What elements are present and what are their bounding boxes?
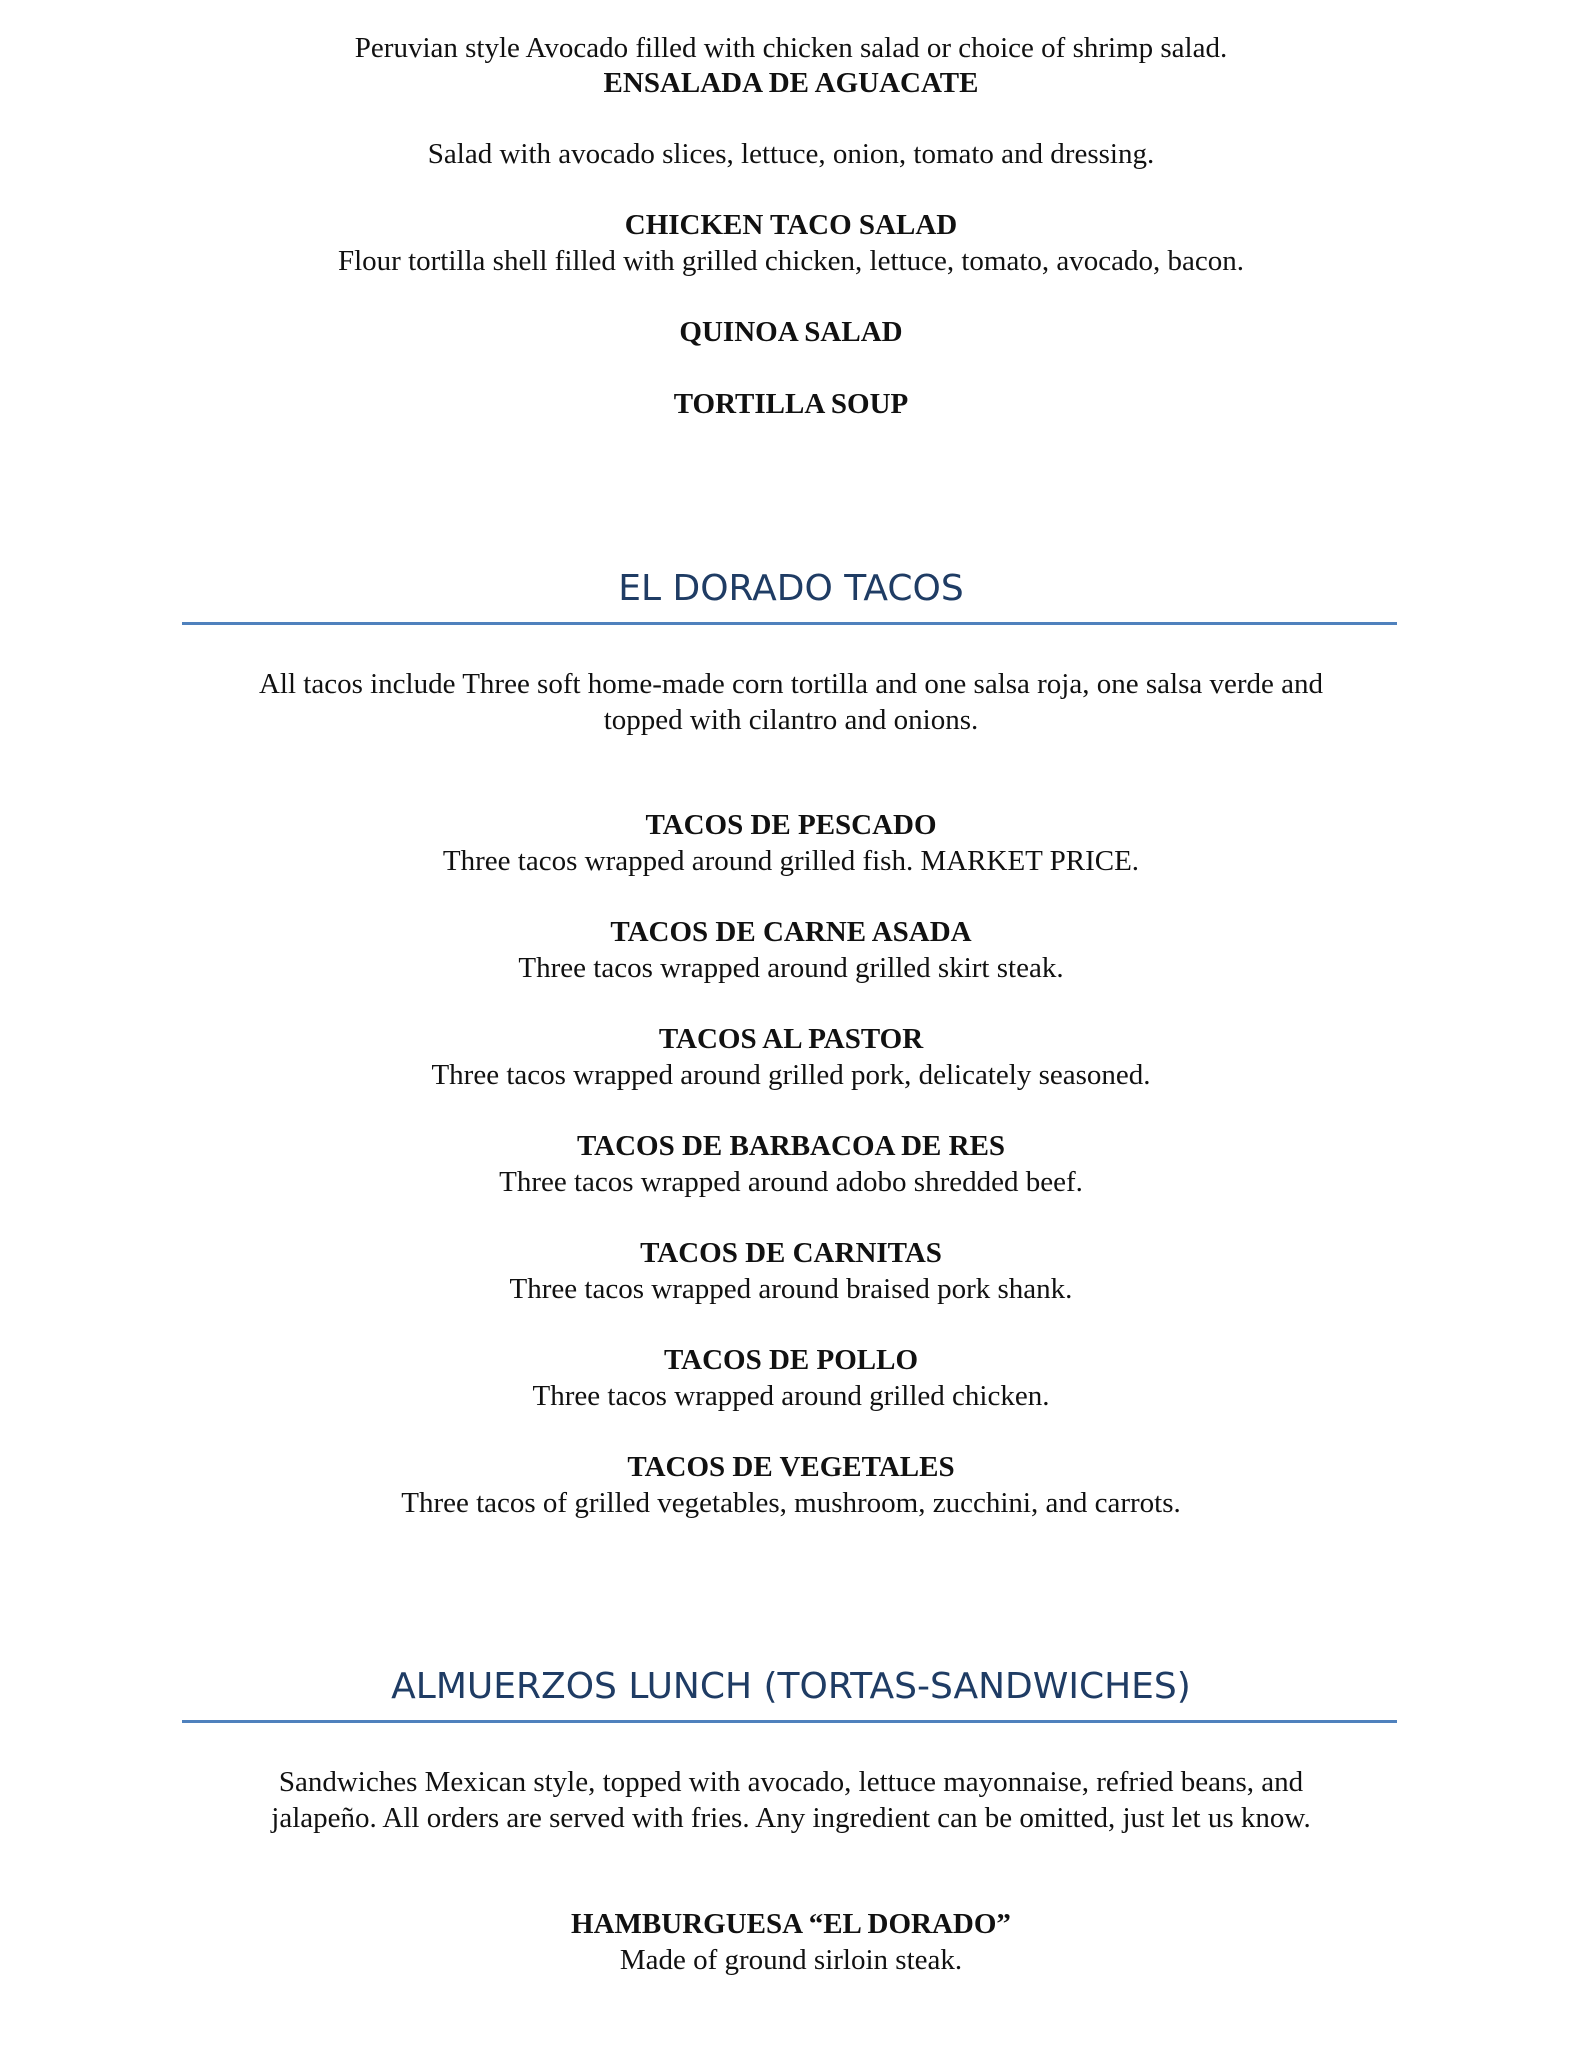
tacos-section-title: EL DORADO TACOS — [618, 568, 964, 609]
lunch-item-description: Made of ground sirloin steak. — [619, 1944, 963, 1976]
taco-item-name: TACOS DE BARBACOA DE RES — [576, 1130, 1006, 1162]
lunch-section-divider — [182, 1720, 1397, 1723]
tacos-intro-line-2: topped with cilantro and onions. — [603, 704, 979, 736]
taco-item-name: TACOS DE POLLO — [663, 1344, 919, 1376]
taco-item-description: Three tacos wrapped around grilled fish. MARKET PRICE. — [442, 845, 1140, 877]
taco-item-name: TACOS DE CARNE ASADA — [610, 916, 972, 948]
lunch-item-name: HAMBURGUESA “EL DORADO” — [571, 1908, 1011, 1940]
tacos-intro-line-1: All tacos include Three soft home-made corn tortilla and one salsa roja, one salsa verde and — [258, 668, 1324, 700]
taco-item-description: Three tacos wrapped around grilled pork, delicately seasoned. — [431, 1059, 1151, 1091]
taco-item-description: Three tacos wrapped around braised pork shank. — [509, 1273, 1073, 1305]
taco-item-description: Three tacos wrapped around adobo shredded beef. — [499, 1166, 1083, 1198]
lunch-intro-line-2: jalapeño. All orders are served with fries. Any ingredient can be omitted, just let us know. — [271, 1802, 1311, 1834]
ensalada-aguacate-name: ENSALADA DE AGUACATE — [603, 67, 979, 99]
quinoa-salad-name: QUINOA SALAD — [679, 316, 903, 348]
chicken-taco-salad-description: Flour tortilla shell filled with grilled chicken, lettuce, tomato, avocado, bacon. — [338, 245, 1244, 277]
ensalada-aguacate-description: Salad with avocado slices, lettuce, onion, tomato and dressing. — [427, 138, 1155, 170]
tacos-section-divider — [182, 622, 1397, 625]
tortilla-soup-name: TORTILLA SOUP — [673, 388, 909, 420]
lunch-intro-line-1: Sandwiches Mexican style, topped with avocado, lettuce mayonnaise, refried beans, and — [278, 1766, 1304, 1798]
taco-item-name: TACOS DE VEGETALES — [627, 1451, 955, 1483]
lunch-section-title: ALMUERZOS LUNCH (TORTAS-SANDWICHES) — [391, 1666, 1191, 1707]
taco-item-description: Three tacos wrapped around grilled chicken. — [532, 1380, 1050, 1412]
avocado-filled-description: Peruvian style Avocado filled with chicken salad or choice of shrimp salad. — [354, 32, 1228, 64]
chicken-taco-salad-name: CHICKEN TACO SALAD — [624, 209, 958, 241]
taco-item-name: TACOS AL PASTOR — [658, 1023, 924, 1055]
taco-item-description: Three tacos wrapped around grilled skirt steak. — [518, 952, 1064, 984]
taco-item-name: TACOS DE PESCADO — [645, 809, 937, 841]
taco-item-description: Three tacos of grilled vegetables, mushroom, zucchini, and carrots. — [401, 1487, 1181, 1519]
taco-item-name: TACOS DE CARNITAS — [640, 1237, 942, 1269]
